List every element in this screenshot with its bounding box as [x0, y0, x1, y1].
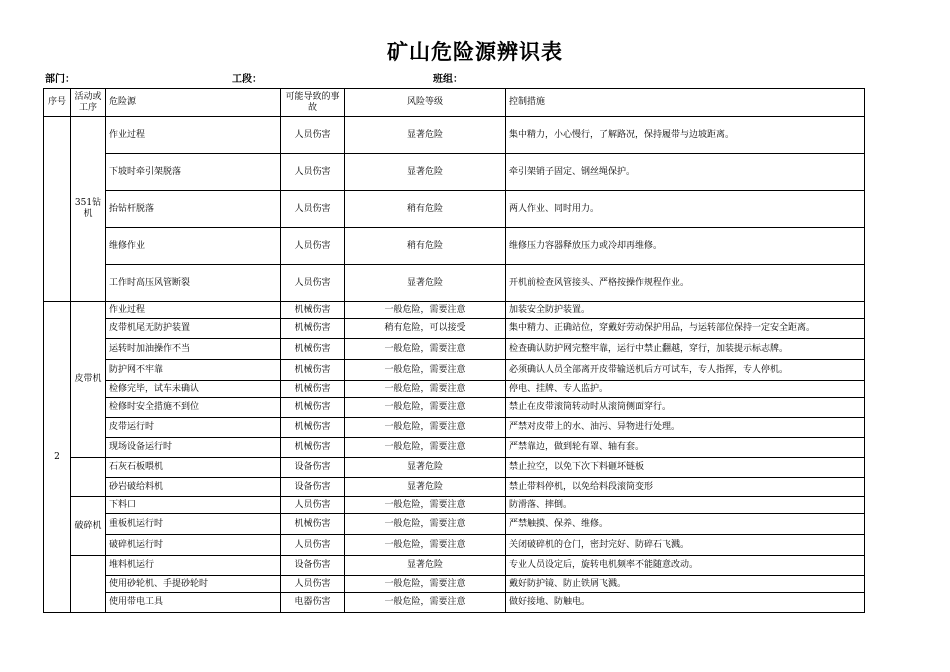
table-row: [44, 228, 865, 265]
risk-cell: 显著危险: [345, 458, 506, 478]
control-cell: 严禁对皮带上的水、油污、异物进行处理。: [506, 418, 865, 438]
control-cell: 戴好防护镜、防止铁屑飞溅。: [506, 576, 865, 593]
control-cell: 关闭破碎机的仓门，密封完好、防碎石飞溅。: [506, 535, 865, 556]
table-row: [44, 398, 865, 418]
control-cell: 牵引架销子固定、钢丝绳保护。: [506, 154, 865, 191]
table-row: [44, 265, 865, 302]
activity-cell: 破碎机: [71, 497, 106, 556]
header-control: 控制措施: [506, 89, 865, 117]
control-cell: 必须确认人员全部离开皮带输送机后方可试车，专人指挥，专人停机。: [506, 360, 865, 381]
accident-cell: 人员伤害: [281, 154, 345, 191]
accident-cell: 人员伤害: [281, 117, 345, 154]
hazard-cell: 工作时高压风管断裂: [106, 265, 281, 302]
control-cell: 禁止拉空，以免下次下料砸坏链板: [506, 458, 865, 478]
control-cell: 禁止在皮带滚筒转动时从滚筒侧面穿行。: [506, 398, 865, 418]
control-cell: 两人作业、同时用力。: [506, 191, 865, 228]
accident-cell: 人员伤害: [281, 265, 345, 302]
team-label: 班组：: [433, 74, 463, 85]
control-cell: 开机前检查风管接头、严格按操作规程作业。: [506, 265, 865, 302]
section-label: 工段：: [232, 74, 262, 85]
accident-cell: 机械伤害: [281, 418, 345, 438]
control-cell: 专业人员设定后，旋转电机频率不能随意改动。: [506, 556, 865, 576]
control-cell: 防滑落、摔倒。: [506, 497, 865, 514]
risk-cell: 一般危险，需要注意: [345, 438, 506, 458]
header-seq: 序号: [44, 89, 71, 117]
table-row: [44, 438, 865, 458]
control-cell: 集中精力、正确站位，穿戴好劳动保护用品，与运转部位保持一定安全距离。: [506, 319, 865, 339]
risk-cell: 一般危险，需要注意: [345, 576, 506, 593]
header-activity: 活动或工序: [71, 89, 106, 117]
table-row: [44, 478, 865, 497]
control-cell: 严禁靠边，做到轮有罩、轴有套。: [506, 438, 865, 458]
activity-cell: 皮带机: [71, 302, 106, 458]
accident-cell: 设备伤害: [281, 556, 345, 576]
accident-cell: 机械伤害: [281, 360, 345, 381]
risk-cell: 一般危险，需要注意: [345, 418, 506, 438]
risk-cell: 一般危险，需要注意: [345, 497, 506, 514]
page-title: 矿山危险源辨识表: [387, 40, 563, 64]
hazard-cell: 现场设备运行时: [106, 438, 281, 458]
table-row: [44, 117, 865, 154]
header-accident: 可能导致的事故: [281, 89, 345, 117]
seq-cell: [44, 117, 71, 302]
accident-cell: 机械伤害: [281, 339, 345, 360]
risk-cell: 一般危险，需要注意: [345, 593, 506, 613]
table-row: [44, 556, 865, 576]
accident-cell: 电器伤害: [281, 593, 345, 613]
table-row: [44, 497, 865, 514]
risk-cell: 一般危险，需要注意: [345, 514, 506, 535]
hazard-cell: 重板机运行时: [106, 514, 281, 535]
risk-cell: 显著危险: [345, 117, 506, 154]
accident-cell: 机械伤害: [281, 398, 345, 418]
control-cell: 做好接地、防触电。: [506, 593, 865, 613]
seq-cell: 2: [44, 302, 71, 613]
risk-cell: 稍有危险，可以接受: [345, 319, 506, 339]
table-row: [44, 302, 865, 319]
risk-cell: 一般危险，需要注意: [345, 339, 506, 360]
hazard-cell: 防护网不牢靠: [106, 360, 281, 381]
hazard-cell: 作业过程: [106, 302, 281, 319]
risk-cell: 稍有危险: [345, 191, 506, 228]
hazard-cell: 下料口: [106, 497, 281, 514]
accident-cell: 机械伤害: [281, 438, 345, 458]
accident-cell: 人员伤害: [281, 497, 345, 514]
table-row: [44, 191, 865, 228]
table-row: [44, 514, 865, 535]
hazard-cell: 使用带电工具: [106, 593, 281, 613]
hazard-cell: 皮带机尾无防护装置: [106, 319, 281, 339]
risk-cell: 显著危险: [345, 556, 506, 576]
table-row: [44, 576, 865, 593]
hazard-cell: 检修时安全措施不到位: [106, 398, 281, 418]
hazard-cell: 维修作业: [106, 228, 281, 265]
accident-cell: 设备伤害: [281, 458, 345, 478]
hazard-cell: 运转时加油操作不当: [106, 339, 281, 360]
risk-cell: 显著危险: [345, 478, 506, 497]
hazard-cell: 抬钻杆脱落: [106, 191, 281, 228]
risk-cell: 显著危险: [345, 265, 506, 302]
table-row: [44, 418, 865, 438]
hazard-table: [43, 88, 865, 613]
control-cell: 停电、挂牌、专人监护。: [506, 381, 865, 398]
risk-cell: 稍有危险: [345, 228, 506, 265]
hazard-cell: 石灰石板喂机: [106, 458, 281, 478]
table-row: [44, 339, 865, 360]
hazard-cell: 堆料机运行: [106, 556, 281, 576]
table-row: [44, 458, 865, 478]
control-cell: 禁止带料停机，以免给料段滚筒变形: [506, 478, 865, 497]
activity-cell: [71, 556, 106, 613]
risk-cell: 一般危险，需要注意: [345, 360, 506, 381]
risk-cell: 一般危险，需要注意: [345, 302, 506, 319]
control-cell: 检查确认防护网完整牢靠，运行中禁止翻越，穿行，加装提示标志牌。: [506, 339, 865, 360]
risk-cell: 显著危险: [345, 154, 506, 191]
table-row: [44, 154, 865, 191]
activity-cell: [71, 458, 106, 497]
hazard-cell: 检修完毕，试车未确认: [106, 381, 281, 398]
table-row: [44, 535, 865, 556]
accident-cell: 机械伤害: [281, 319, 345, 339]
control-cell: 严禁触摸、保养、维修。: [506, 514, 865, 535]
header-risk: 风险等级: [345, 89, 506, 117]
control-cell: 维修压力容器释放压力或冷却再维修。: [506, 228, 865, 265]
risk-cell: 一般危险，需要注意: [345, 535, 506, 556]
accident-cell: 设备伤害: [281, 478, 345, 497]
risk-cell: 一般危险，需要注意: [345, 398, 506, 418]
accident-cell: 机械伤害: [281, 302, 345, 319]
header-row: [44, 89, 865, 117]
hazard-cell: 作业过程: [106, 117, 281, 154]
accident-cell: 人员伤害: [281, 191, 345, 228]
hazard-cell: 砂岩破给料机: [106, 478, 281, 497]
hazard-cell: 使用砂轮机、手提砂轮时: [106, 576, 281, 593]
accident-cell: 机械伤害: [281, 381, 345, 398]
risk-cell: 一般危险，需要注意: [345, 381, 506, 398]
table-row: [44, 360, 865, 381]
table-row: [44, 593, 865, 613]
accident-cell: 机械伤害: [281, 514, 345, 535]
hazard-cell: 破碎机运行时: [106, 535, 281, 556]
hazard-cell: 下坡时牵引架脱落: [106, 154, 281, 191]
control-cell: 加装安全防护装置。: [506, 302, 865, 319]
table-row: [44, 319, 865, 339]
accident-cell: 人员伤害: [281, 535, 345, 556]
dept-label: 部门：: [45, 74, 75, 85]
header-hazard: 危险源: [106, 89, 281, 117]
control-cell: 集中精力，小心慢行，了解路况，保持履带与边坡距离。: [506, 117, 865, 154]
hazard-cell: 皮带运行时: [106, 418, 281, 438]
accident-cell: 人员伤害: [281, 576, 345, 593]
accident-cell: 人员伤害: [281, 228, 345, 265]
activity-cell: 351钻机: [71, 117, 106, 302]
table-row: [44, 381, 865, 398]
